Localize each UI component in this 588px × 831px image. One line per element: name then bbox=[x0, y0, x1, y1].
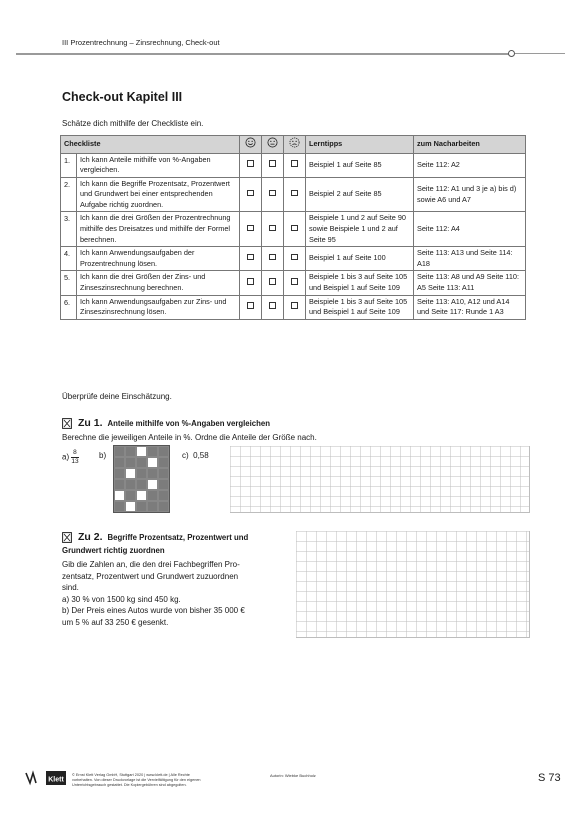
klett-logo-icon bbox=[24, 769, 68, 787]
task1-instruction: Berechne die jeweiligen Anteile in %. Ordne die Anteile der Größe nach. bbox=[62, 433, 317, 442]
tile bbox=[125, 479, 136, 490]
header-rule bbox=[16, 53, 512, 55]
tile bbox=[125, 457, 136, 468]
tile bbox=[147, 457, 158, 468]
row-nacharbeiten: Seite 112: A4 bbox=[414, 212, 526, 247]
task2-part-a: a) 30 % von 1500 kg sind 450 kg. bbox=[62, 594, 181, 604]
page-number: S 73 bbox=[538, 772, 561, 784]
task2-instruction-line: sind. bbox=[62, 583, 79, 593]
checkbox-unsure[interactable] bbox=[291, 225, 298, 232]
checkbox-ok[interactable] bbox=[269, 302, 276, 309]
task2-title-line1: Begriffe Prozentsatz, Prozentwert und bbox=[107, 533, 249, 542]
tile bbox=[147, 501, 158, 512]
row-number: 5. bbox=[61, 271, 77, 295]
task1-heading bbox=[78, 417, 270, 429]
part-a-label: a) bbox=[62, 452, 70, 462]
tile bbox=[158, 479, 169, 490]
tile-pattern-grid bbox=[113, 445, 170, 513]
unsure-face-icon bbox=[289, 137, 300, 148]
row-statement: Ich kann die drei Größen der Zins- und Zinseszinsrechnung berechnen. bbox=[77, 271, 240, 295]
tile bbox=[158, 446, 169, 457]
header-nacharbeiten: zum Nacharbeiten bbox=[414, 136, 526, 154]
row-number: 6. bbox=[61, 295, 77, 319]
task2-title-line2: Grundwert richtig zuordnen bbox=[62, 546, 165, 555]
task1-part-a bbox=[62, 450, 79, 465]
row-nacharbeiten: Seite 113: A10, A12 und A14 und Seite 117: Runde 1 A3 bbox=[414, 295, 526, 319]
tile bbox=[114, 446, 125, 457]
tile bbox=[147, 479, 158, 490]
row-statement: Ich kann die Begriffe Prozentsatz, Prozentwert und Grundwert bei einer entsprechenden Aufgabe richtig zuordnen. bbox=[77, 177, 240, 212]
tile bbox=[147, 468, 158, 479]
header-unsure-face bbox=[284, 136, 306, 154]
tile bbox=[136, 457, 147, 468]
row-statement: Ich kann die drei Größen der Prozentrechnung mithilfe des Dreisatzes und mithilfe der Formel berechnen. bbox=[77, 212, 240, 247]
fraction-numerator: 8 bbox=[73, 449, 77, 456]
row-statement: Ich kann Anwendungsaufgaben zur Zins- und Zinseszinsrechnung lösen. bbox=[77, 295, 240, 319]
task2-number: Zu 2. bbox=[78, 531, 103, 543]
checkbox-good[interactable] bbox=[247, 254, 254, 261]
tile bbox=[114, 457, 125, 468]
row-lerntipp: Beispiele 1 bis 3 auf Seite 105 und Beispiel 1 auf Seite 109 bbox=[306, 295, 414, 319]
tile bbox=[136, 468, 147, 479]
header-rule-dot bbox=[508, 50, 515, 57]
task-checkbox-icon bbox=[62, 418, 72, 429]
fraction bbox=[71, 450, 78, 465]
tile bbox=[136, 501, 147, 512]
answer-grid-2[interactable] bbox=[296, 531, 530, 638]
checkbox-ok[interactable] bbox=[269, 160, 276, 167]
tile bbox=[114, 501, 125, 512]
checkbox-unsure[interactable] bbox=[291, 160, 298, 167]
row-nacharbeiten: Seite 113: A13 und Seite 114: A18 bbox=[414, 247, 526, 271]
task1-title: Anteile mithilfe von %-Angaben vergleichen bbox=[107, 419, 270, 428]
row-lerntipp: Beispiele 1 und 2 auf Seite 90 sowie Beispiele 1 und 2 auf Seite 95 bbox=[306, 212, 414, 247]
tile bbox=[136, 446, 147, 457]
row-number: 2. bbox=[61, 177, 77, 212]
header-neutral-face bbox=[262, 136, 284, 154]
running-head: III Prozentrechnung – Zinsrechnung, Check-out bbox=[62, 38, 220, 47]
tile bbox=[114, 479, 125, 490]
task-checkbox-icon bbox=[62, 532, 72, 543]
fraction-denominator: 13 bbox=[71, 457, 79, 465]
check-note: Überprüfe deine Einschätzung. bbox=[62, 392, 172, 401]
task2-part-b-cont: um 5 % auf 33 250 € gesenkt. bbox=[62, 617, 169, 627]
task2-instruction-line: Gib die Zahlen an, die den drei Fachbegriffen Pro- bbox=[62, 560, 240, 569]
header-rule-tail bbox=[515, 53, 565, 54]
tile bbox=[158, 490, 169, 501]
row-lerntipp: Beispiele 1 bis 3 auf Seite 105 und Beispiel 1 auf Seite 109 bbox=[306, 271, 414, 295]
checkbox-unsure[interactable] bbox=[291, 190, 298, 197]
neutral-face-icon bbox=[267, 137, 278, 148]
row-number: 1. bbox=[61, 153, 77, 177]
row-lerntipp: Beispiel 2 auf Seite 85 bbox=[306, 177, 414, 212]
tile bbox=[114, 490, 125, 501]
table-row bbox=[61, 177, 526, 212]
task2-heading bbox=[78, 531, 248, 543]
row-number: 3. bbox=[61, 212, 77, 247]
tile bbox=[158, 501, 169, 512]
footer-copyright bbox=[72, 773, 252, 788]
happy-face-icon bbox=[245, 137, 256, 148]
row-nacharbeiten: Seite 112: A2 bbox=[414, 153, 526, 177]
checkbox-unsure[interactable] bbox=[291, 302, 298, 309]
checkbox-ok[interactable] bbox=[269, 254, 276, 261]
header-checklist: Checkliste bbox=[61, 136, 240, 154]
tile bbox=[125, 490, 136, 501]
row-lerntipp: Beispiel 1 auf Seite 100 bbox=[306, 247, 414, 271]
copyright-line: © Ernst Klett Verlag GmbH, Stuttgart 2020 | www.klett.de | Alle Rechte bbox=[72, 773, 190, 777]
checkbox-good[interactable] bbox=[247, 302, 254, 309]
table-row bbox=[61, 295, 526, 319]
tile bbox=[125, 501, 136, 512]
intro-text: Schätze dich mithilfe der Checkliste ein. bbox=[62, 119, 204, 128]
table-row bbox=[61, 212, 526, 247]
task1-number: Zu 1. bbox=[78, 417, 103, 429]
tile bbox=[114, 468, 125, 479]
checkbox-ok[interactable] bbox=[269, 190, 276, 197]
row-nacharbeiten: Seite 113: A8 und A9 Seite 110: A5 Seite 113: A11 bbox=[414, 271, 526, 295]
tile bbox=[136, 490, 147, 501]
tile bbox=[147, 490, 158, 501]
logo-text: Klett bbox=[48, 776, 64, 784]
task2-instruction bbox=[62, 559, 245, 629]
table-row bbox=[61, 153, 526, 177]
checkbox-ok[interactable] bbox=[269, 225, 276, 232]
row-statement: Ich kann Anteile mithilfe von %-Angaben vergleichen. bbox=[77, 153, 240, 177]
checkbox-unsure[interactable] bbox=[291, 278, 298, 285]
tile bbox=[136, 479, 147, 490]
part-c-label: c) bbox=[182, 451, 189, 460]
tile bbox=[158, 457, 169, 468]
checkbox-good[interactable] bbox=[247, 225, 254, 232]
checkbox-good[interactable] bbox=[247, 160, 254, 167]
tile bbox=[125, 446, 136, 457]
part-c-value: 0,58 bbox=[193, 451, 209, 460]
row-statement: Ich kann Anwendungsaufgaben der Prozentrechnung lösen. bbox=[77, 247, 240, 271]
row-number: 4. bbox=[61, 247, 77, 271]
table-row bbox=[61, 271, 526, 295]
task2-instruction-line: zentsatz, Prozentwert und Grundwert zuzuordnen bbox=[62, 571, 239, 581]
copyright-line: Unterrichtsgebrauch gestattet. Die Kopiergebühren sind abgegolten. bbox=[72, 783, 187, 788]
task1-part-c bbox=[182, 450, 209, 462]
row-lerntipp: Beispiel 1 auf Seite 85 bbox=[306, 153, 414, 177]
part-b-label: b) bbox=[99, 451, 107, 460]
tile bbox=[147, 446, 158, 457]
footer-author: Autorin: Wiebke Buchholz bbox=[270, 773, 316, 778]
tile bbox=[125, 468, 136, 479]
checkbox-good[interactable] bbox=[247, 190, 254, 197]
checkbox-good[interactable] bbox=[247, 278, 254, 285]
copyright-line: vorbehalten. Von dieser Druckvorlage ist die Vervielfältigung für den eigenen bbox=[72, 778, 201, 783]
header-lerntipps: Lerntipps bbox=[306, 136, 414, 154]
row-nacharbeiten: Seite 112: A1 und 3 je a) bis d) sowie A6 und A7 bbox=[414, 177, 526, 212]
table-row bbox=[61, 247, 526, 271]
checkbox-ok[interactable] bbox=[269, 278, 276, 285]
header-happy-face bbox=[240, 136, 262, 154]
checklist-table bbox=[60, 135, 526, 320]
tile bbox=[158, 468, 169, 479]
answer-grid-1[interactable] bbox=[230, 446, 530, 513]
checkbox-unsure[interactable] bbox=[291, 254, 298, 261]
task2-part-b: b) Der Preis eines Autos wurde von bisher 35 000 € bbox=[62, 606, 245, 616]
table-header-row bbox=[61, 136, 526, 154]
page-title: Check-out Kapitel III bbox=[62, 90, 183, 104]
